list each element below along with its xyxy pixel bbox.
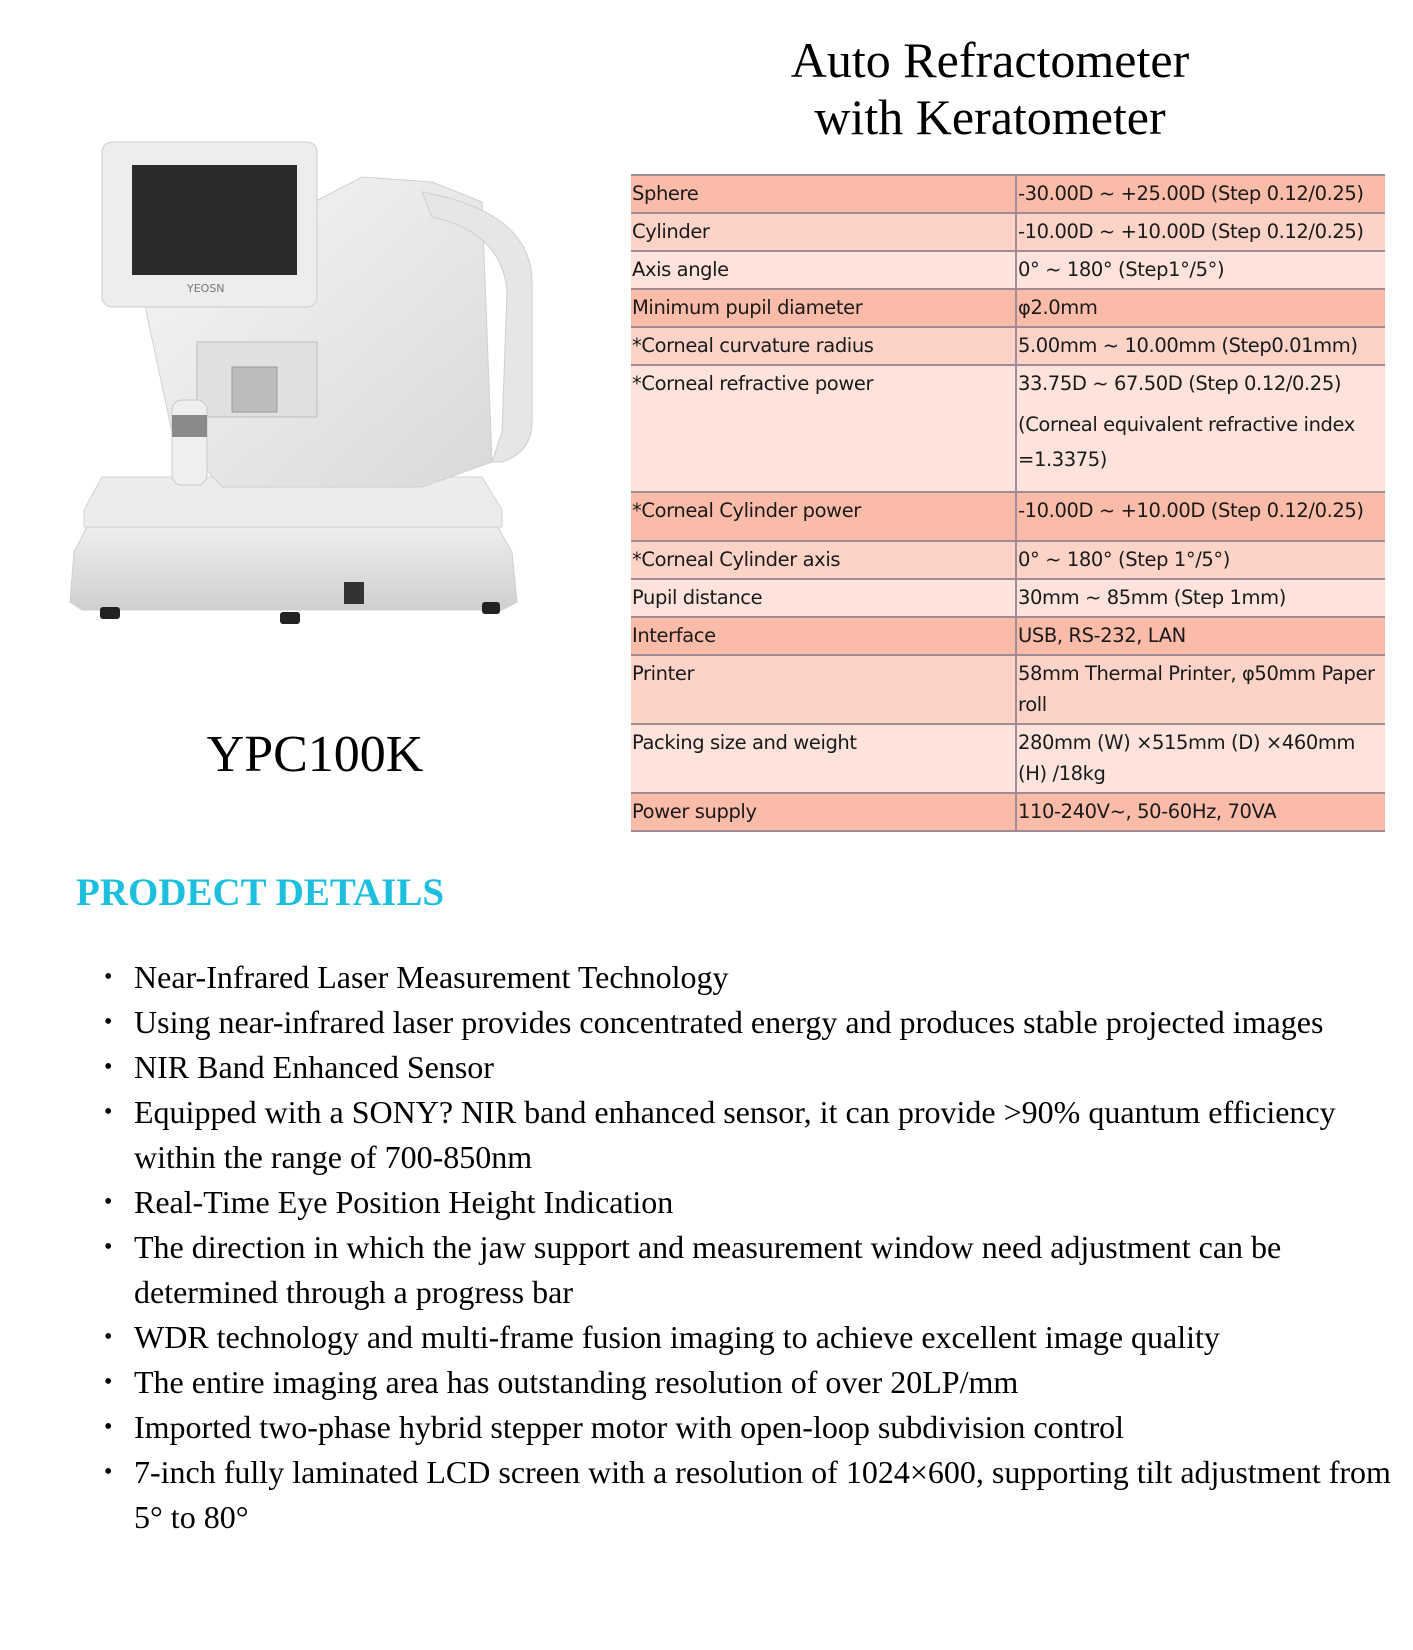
spec-value xyxy=(1016,617,1385,655)
spec-row xyxy=(631,617,1385,655)
spec-value xyxy=(1016,289,1385,327)
spec-value-text: 0° ~ 180° (Step 1°/5°) xyxy=(1018,548,1230,571)
spec-value xyxy=(1016,655,1385,724)
detail-text: Near-Infrared Laser Measurement Technology xyxy=(134,959,729,995)
spec-value xyxy=(1016,793,1385,831)
spec-row xyxy=(631,492,1385,541)
detail-item xyxy=(104,1180,1394,1225)
spec-label: Axis angle xyxy=(631,251,1016,289)
spec-value xyxy=(1016,365,1385,492)
detail-text: WDR technology and multi-frame fusion imaging to achieve excellent image quality xyxy=(134,1319,1220,1355)
title-line-2: with Keratometer xyxy=(814,89,1166,145)
model-name: YPC100K xyxy=(206,726,424,783)
spec-value xyxy=(1016,492,1385,541)
spec-label: *Corneal refractive power xyxy=(631,365,1016,492)
spec-value xyxy=(1016,724,1385,793)
power-switch-icon xyxy=(344,582,364,604)
detail-item xyxy=(104,1450,1394,1540)
spec-row xyxy=(631,724,1385,793)
detail-item xyxy=(104,955,1394,1000)
screen xyxy=(132,165,297,275)
title-line-1: Auto Refractometer xyxy=(790,32,1190,88)
spec-value-text: 280mm (W) ×515mm (D) ×460mm (H) /18kg xyxy=(1018,731,1356,785)
spec-value-text: 30mm ~ 85mm (Step 1mm) xyxy=(1018,586,1286,609)
spec-label: *Corneal Cylinder power xyxy=(631,492,1016,541)
spec-row xyxy=(631,327,1385,365)
spec-label: Cylinder xyxy=(631,213,1016,251)
bullet-icon: • xyxy=(104,1414,113,1440)
spec-table xyxy=(631,174,1385,832)
spec-value-text: -10.00D ~ +10.00D (Step 0.12/0.25) xyxy=(1018,220,1364,243)
bullet-icon: • xyxy=(104,1099,113,1125)
spec-value xyxy=(1016,251,1385,289)
spec-value xyxy=(1016,541,1385,579)
spec-value xyxy=(1016,327,1385,365)
brand-logo: YEOSN xyxy=(187,282,225,295)
detail-item xyxy=(104,1225,1394,1315)
spec-value-note: (Corneal equivalent refractive index =1.3375) xyxy=(1018,413,1355,471)
spec-row xyxy=(631,213,1385,251)
spec-value-text: 0° ~ 180° (Step1°/5°) xyxy=(1018,258,1225,281)
spec-label: Minimum pupil diameter xyxy=(631,289,1016,327)
detail-item xyxy=(104,1315,1394,1360)
detail-text: Using near-infrared laser provides concentrated energy and produces stable projected images xyxy=(134,1004,1324,1040)
bullet-icon: • xyxy=(104,1054,113,1080)
spec-value-text: -10.00D ~ +10.00D (Step 0.12/0.25) xyxy=(1018,499,1364,522)
spec-row xyxy=(631,655,1385,724)
spec-value-text: 5.00mm ~ 10.00mm (Step0.01mm) xyxy=(1018,334,1358,357)
spec-label: *Corneal curvature radius xyxy=(631,327,1016,365)
detail-text: Imported two-phase hybrid stepper motor with open-loop subdivision control xyxy=(134,1409,1125,1445)
bullet-icon: • xyxy=(104,1369,113,1395)
product-image xyxy=(62,132,582,672)
detail-item xyxy=(104,1000,1394,1045)
spec-value-text: 33.75D ~ 67.50D (Step 0.12/0.25) xyxy=(1018,372,1342,395)
spec-value-text: -30.00D ~ +25.00D (Step 0.12/0.25) xyxy=(1018,182,1364,205)
spec-row xyxy=(631,289,1385,327)
bullet-icon: • xyxy=(104,1009,113,1035)
detail-item xyxy=(104,1405,1394,1450)
spec-value xyxy=(1016,213,1385,251)
spec-label: Power supply xyxy=(631,793,1016,831)
bullet-icon: • xyxy=(104,964,113,990)
spec-row xyxy=(631,251,1385,289)
spec-label: Pupil distance xyxy=(631,579,1016,617)
spec-label: Interface xyxy=(631,617,1016,655)
spec-label: Printer xyxy=(631,655,1016,724)
detail-text: Equipped with a SONY? NIR band enhanced sensor, it can provide >90% quantum efficiency within the range of 700-850nm xyxy=(134,1094,1336,1175)
section-title: PRODECT DETAILS xyxy=(76,871,445,914)
spec-row xyxy=(631,579,1385,617)
bullet-icon: • xyxy=(104,1189,113,1215)
detail-item xyxy=(104,1360,1394,1405)
detail-text: 7-inch fully laminated LCD screen with a resolution of 1024×600, supporting tilt adjustment from 5° to 80° xyxy=(134,1454,1391,1535)
spec-row xyxy=(631,365,1385,492)
spec-row xyxy=(631,541,1385,579)
spec-row xyxy=(631,175,1385,213)
detail-text: Real-Time Eye Position Height Indication xyxy=(134,1184,674,1220)
page-title xyxy=(640,32,1340,146)
spec-value xyxy=(1016,175,1385,213)
spec-value xyxy=(1016,579,1385,617)
spec-label: Sphere xyxy=(631,175,1016,213)
spec-value-text: USB, RS-232, LAN xyxy=(1018,624,1186,647)
bullet-icon: • xyxy=(104,1324,113,1350)
joystick xyxy=(172,400,207,485)
detail-text: The direction in which the jaw support and measurement window need adjustment can be determined through a progress bar xyxy=(134,1229,1282,1310)
spec-row xyxy=(631,793,1385,831)
spec-value-text: 110-240V~, 50-60Hz, 70VA xyxy=(1018,800,1277,823)
device-base xyxy=(70,517,517,610)
detail-text: NIR Band Enhanced Sensor xyxy=(134,1049,494,1085)
bullet-icon: • xyxy=(104,1459,113,1485)
spec-value-text: 58mm Thermal Printer, φ50mm Paper roll xyxy=(1018,662,1375,716)
details-list xyxy=(104,955,1394,1540)
spec-label: *Corneal Cylinder axis xyxy=(631,541,1016,579)
detail-item xyxy=(104,1090,1394,1180)
spec-value-text: φ2.0mm xyxy=(1018,296,1098,319)
bullet-icon: • xyxy=(104,1234,113,1260)
spec-label: Packing size and weight xyxy=(631,724,1016,793)
detail-item xyxy=(104,1045,1394,1090)
detail-text: The entire imaging area has outstanding resolution of over 20LP/mm xyxy=(134,1364,1019,1400)
